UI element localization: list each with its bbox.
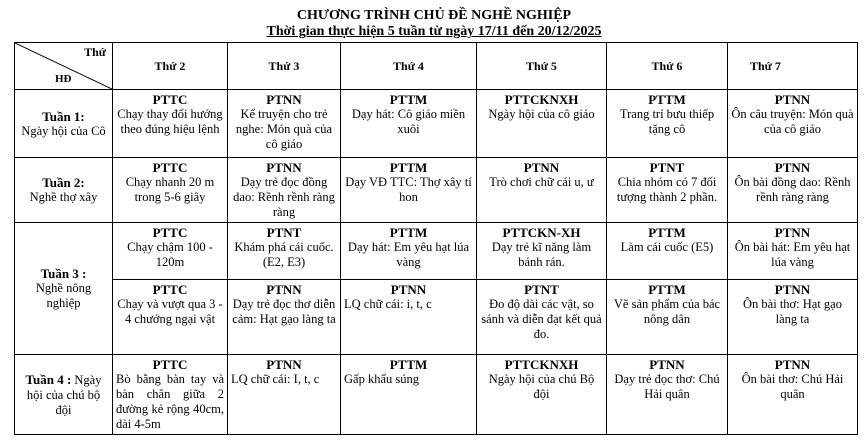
activity-text: Khám phá cái cuốc. (E2, E3) bbox=[234, 240, 334, 269]
activity-category: PTNN bbox=[649, 357, 685, 372]
activity-text: Dạy hát: Cô giáo miền xuôi bbox=[351, 107, 466, 136]
activity-category: PTNT bbox=[266, 225, 302, 240]
activity-text: Kể truyện cho trẻ nghe: Món quà của cô giáo bbox=[235, 107, 333, 151]
activity-text: LQ chữ cái: I, t, c bbox=[231, 372, 320, 386]
activity-category: PTNN bbox=[774, 357, 811, 372]
activity-text: Trò chơi chữ cái u, ư bbox=[489, 175, 594, 189]
corner-bottom-label: HĐ bbox=[55, 73, 72, 85]
week-label-cell bbox=[15, 223, 113, 355]
activity-category: PTTC bbox=[152, 92, 188, 107]
activity-category: PTNT bbox=[649, 160, 685, 175]
activity-text: LQ chữ cái: i, t, c bbox=[344, 297, 432, 311]
week-row bbox=[15, 90, 858, 158]
activity-text: Ôn bài thơ: Hạt gạo làng ta bbox=[743, 297, 842, 326]
activity-text: Chia nhóm có 7 đối tượng thành 2 phần. bbox=[616, 175, 718, 204]
activity-category: PTTC bbox=[152, 225, 188, 240]
day-header: Thứ 3 bbox=[228, 43, 341, 90]
activity-category: PTTC bbox=[152, 282, 188, 297]
activity-text: Dạy trẻ đọc đồng dao: Rềnh rềnh ràng ràng bbox=[233, 175, 335, 219]
activity-category: PTNN bbox=[774, 282, 811, 297]
week-label: Tuần 1: bbox=[42, 108, 85, 124]
activity-cell bbox=[607, 280, 728, 355]
activity-cell bbox=[607, 223, 728, 280]
activity-text: Dạy VĐ TTC: Thợ xây tí hon bbox=[345, 175, 472, 204]
activity-text: Ngày hội của cô giáo bbox=[488, 107, 595, 121]
week-theme: Ngày hội của Cô bbox=[21, 123, 106, 138]
activity-category: PTTCKNXH bbox=[504, 92, 579, 107]
activity-cell bbox=[228, 223, 341, 280]
week-theme: Ngày hội của chú bộ đội bbox=[26, 372, 102, 417]
activity-text: Gấp khẩu súng bbox=[344, 372, 419, 386]
activity-category: PTTCKN-XH bbox=[502, 225, 581, 240]
activity-text: Dạy trẻ kĩ năng làm bánh rán. bbox=[491, 240, 592, 269]
activity-cell bbox=[113, 355, 228, 435]
activity-category: PTTM bbox=[389, 160, 428, 175]
activity-category: PTNN bbox=[390, 282, 427, 297]
activity-text: Chạy và vượt qua 3 - 4 chướng ngại vật bbox=[117, 297, 223, 326]
activity-cell bbox=[728, 280, 858, 355]
week-row bbox=[15, 158, 858, 223]
activity-cell bbox=[341, 355, 477, 435]
activity-cell bbox=[228, 355, 341, 435]
week-row bbox=[15, 223, 858, 280]
activity-category: PTTM bbox=[389, 225, 428, 240]
activity-cell bbox=[341, 158, 477, 223]
activity-category: PTNN bbox=[266, 282, 302, 297]
activity-cell bbox=[477, 355, 607, 435]
corner-cell bbox=[15, 43, 113, 90]
activity-cell bbox=[477, 223, 607, 280]
activity-cell bbox=[728, 223, 858, 280]
activity-text: Chạy nhanh 20 m trong 5-6 giây bbox=[125, 175, 215, 204]
week-label-cell bbox=[15, 355, 113, 435]
activity-cell bbox=[477, 280, 607, 355]
activity-category: PTNN bbox=[774, 225, 811, 240]
activity-category: PTTC bbox=[152, 160, 188, 175]
activity-cell bbox=[228, 158, 341, 223]
day-header: Thứ 2 bbox=[113, 43, 228, 90]
activity-text: Đo độ dài các vật, so sánh và diễn đạt kết quả đo. bbox=[481, 297, 602, 341]
activity-text: Ngày hội của chú Bộ đội bbox=[488, 372, 595, 401]
activity-cell bbox=[477, 158, 607, 223]
week-row bbox=[15, 280, 858, 355]
activity-category: PTNN bbox=[774, 160, 811, 175]
day-header: Thứ 4 bbox=[341, 43, 477, 90]
day-header: Thứ 7 bbox=[728, 43, 858, 90]
activity-cell bbox=[341, 280, 477, 355]
activity-cell bbox=[113, 90, 228, 158]
day-header: Thứ 5 bbox=[477, 43, 607, 90]
activity-text: Trang trí bưu thiếp tặng cô bbox=[619, 107, 715, 136]
activity-cell bbox=[728, 158, 858, 223]
week-label: Tuần 2: bbox=[42, 175, 85, 190]
activity-text: Bò bằng bàn tay và bàn chân giữa 2 đường kẻ rộng 40cm, dài 4-5m bbox=[116, 372, 224, 431]
activity-category: PTTM bbox=[389, 92, 428, 107]
activity-category: PTNN bbox=[266, 92, 302, 107]
activity-cell bbox=[728, 90, 858, 158]
activity-category: PTNN bbox=[523, 160, 560, 175]
week-label-cell bbox=[15, 158, 113, 223]
activity-cell bbox=[228, 90, 341, 158]
activity-category: PTNN bbox=[266, 357, 302, 372]
schedule-table bbox=[14, 42, 858, 435]
day-header: Thứ 6 bbox=[607, 43, 728, 90]
activity-category: PTTM bbox=[389, 357, 428, 372]
activity-text: Ôn bài thơ: Chú Hải quân bbox=[741, 372, 844, 401]
activity-cell bbox=[341, 223, 477, 280]
activity-text: Làm cái cuốc (E5) bbox=[620, 240, 714, 254]
week-row bbox=[15, 355, 858, 435]
activity-cell bbox=[477, 90, 607, 158]
activity-category: PTTM bbox=[648, 92, 686, 107]
header-row bbox=[15, 43, 858, 90]
activity-cell bbox=[113, 280, 228, 355]
activity-text: Vẽ sản phẩm của bác nông dân bbox=[613, 297, 721, 326]
activity-category: PTTM bbox=[648, 282, 686, 297]
activity-cell bbox=[113, 223, 228, 280]
activity-cell bbox=[607, 355, 728, 435]
activity-text: Ôn bài đồng dao: Rềnh rềnh ràng ràng bbox=[734, 175, 851, 204]
activity-cell bbox=[728, 355, 858, 435]
activity-text: Dạy trẻ đọc thơ: Chú Hải quân bbox=[614, 372, 720, 401]
activity-cell bbox=[341, 90, 477, 158]
corner-top-label: Thứ bbox=[84, 45, 106, 59]
week-theme: Nghề thợ xây bbox=[29, 190, 98, 204]
activity-text: Ôn câu truyện: Món quà của cô giáo bbox=[731, 107, 854, 136]
activity-cell bbox=[607, 158, 728, 223]
document-title: CHƯƠNG TRÌNH CHỦ ĐỀ NGHỀ NGHIỆP bbox=[296, 8, 572, 23]
week-theme: Nghề nông nghiệp bbox=[35, 281, 92, 310]
activity-category: PTNT bbox=[524, 282, 559, 297]
activity-cell bbox=[113, 158, 228, 223]
week-label-cell bbox=[15, 90, 113, 158]
activity-text: Dạy hát: Em yêu hạt lúa vàng bbox=[347, 240, 470, 269]
document-subtitle: Thời gian thực hiện 5 tuần từ ngày 17/11 đến 20/12/2025 bbox=[266, 24, 602, 39]
activity-category: PTTCKNXH bbox=[504, 357, 579, 372]
activity-category: PTNN bbox=[774, 92, 811, 107]
week-label: Tuần 4 : bbox=[25, 371, 72, 387]
activity-text: Chạy thay đổi hướng theo đúng hiệu lệnh bbox=[117, 107, 223, 136]
activity-category: PTTC bbox=[152, 357, 188, 372]
activity-text: Chạy chậm 100 - 120m bbox=[127, 240, 213, 269]
activity-text: Dạy trẻ đọc thơ diễn cảm: Hạt gạo làng ta bbox=[232, 297, 336, 326]
activity-cell bbox=[228, 280, 341, 355]
activity-category: PTTM bbox=[648, 225, 686, 240]
activity-text: Ôn bài hát: Em yêu hạt lúa vàng bbox=[734, 240, 851, 269]
activity-cell bbox=[607, 90, 728, 158]
activity-category: PTNN bbox=[266, 160, 302, 175]
week-label: Tuần 3 : bbox=[40, 266, 87, 281]
